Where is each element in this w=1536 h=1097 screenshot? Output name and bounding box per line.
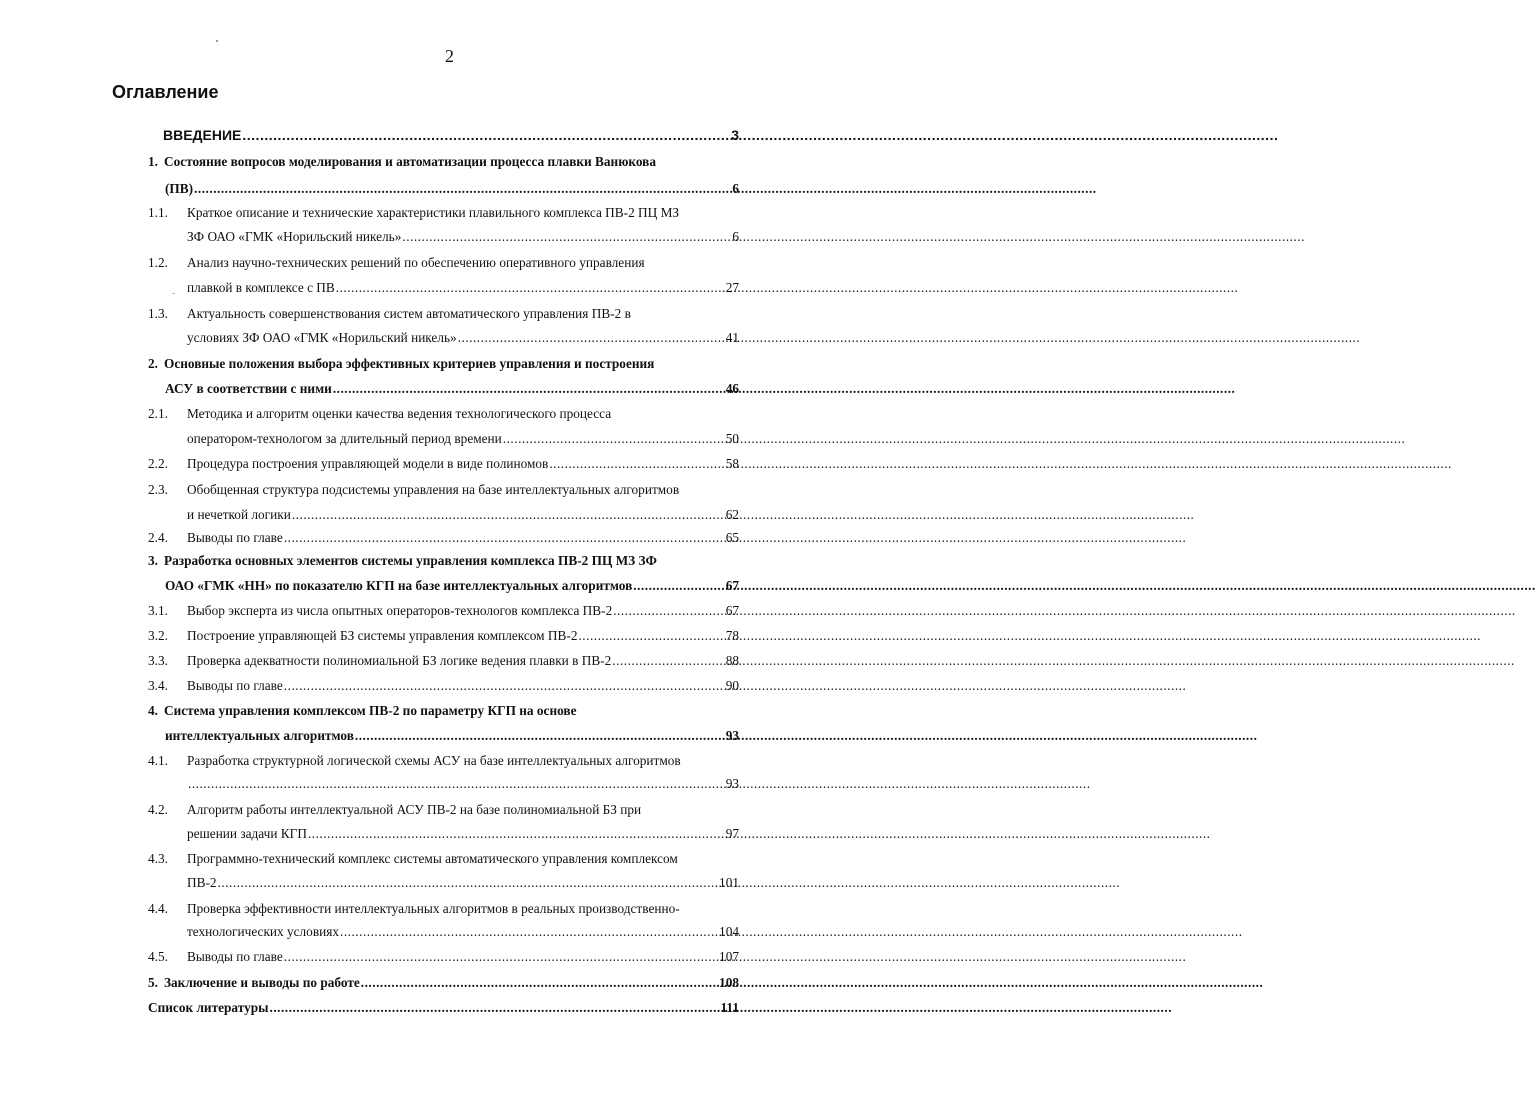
toc-entry-page: 104 — [719, 924, 739, 939]
toc-entry-title: технологических условиях — [187, 924, 339, 939]
toc-entry — [148, 255, 739, 271]
toc-entry — [148, 530, 739, 546]
toc-entry-page: 58 — [725, 456, 739, 471]
toc-entry-number: 5. — [148, 975, 158, 990]
toc-entry-number: 3.3. — [148, 653, 168, 668]
toc-entry — [148, 553, 739, 569]
toc-entry — [148, 306, 739, 322]
toc-entry-page: 27 — [725, 280, 739, 295]
toc-entry-number: 4.5. — [148, 949, 168, 964]
toc-entry-title: (ПВ) — [165, 181, 194, 196]
toc-entry-number: 2. — [148, 356, 158, 371]
toc-leader-dots — [284, 678, 725, 694]
toc-entry-page: 101 — [719, 875, 739, 890]
toc-entry-title: плавкой в комплексе с ПВ — [187, 280, 335, 295]
toc-entry — [148, 205, 739, 221]
toc-entry-title: интеллектуальных алгоритмов — [165, 728, 354, 743]
toc-entry — [148, 603, 739, 619]
toc-entry-page: 6 — [732, 229, 739, 244]
toc-entry — [148, 802, 739, 818]
toc-entry-title: Разработка структурной логической схемы АСУ на базе интеллектуальных алгоритмов — [187, 753, 681, 768]
toc-leader-dots — [340, 924, 718, 940]
toc-entry-page: 3 — [731, 127, 739, 143]
toc-entry-title: Список литературы — [148, 1000, 269, 1015]
toc-entry-page: 62 — [725, 507, 739, 522]
toc-entry — [187, 507, 739, 523]
toc-entry — [148, 356, 739, 372]
toc-entry — [148, 753, 739, 769]
toc-entry — [187, 431, 739, 447]
toc-entry-title: АСУ в соответствии с ними — [165, 381, 332, 396]
toc-entry — [187, 330, 739, 346]
toc-entry-number: 3.4. — [148, 678, 168, 693]
toc-leader-dots — [270, 1000, 720, 1016]
toc-leader-dots — [336, 280, 725, 296]
toc-entry-title: Разработка основных элементов системы управления комплекса ПВ-2 ПЦ МЗ ЗФ — [163, 553, 657, 568]
toc-entry-number: 2.3. — [148, 482, 168, 497]
toc-entry — [165, 381, 739, 397]
toc-entry-title: Выводы по главе — [187, 530, 283, 545]
toc-entry-title: Алгоритм работы интеллектуальной АСУ ПВ-2 на базе полиномиальной БЗ при — [187, 802, 642, 817]
toc-entry-number: 4.1. — [148, 753, 168, 768]
page-number: 2 — [445, 46, 454, 66]
toc-entry — [187, 826, 739, 842]
toc-entry — [187, 875, 739, 891]
toc-leader-dots — [549, 456, 724, 472]
toc-entry-page: 67 — [725, 578, 739, 593]
toc-entry-number: 4. — [148, 703, 158, 718]
toc-entry-title: Состояние вопросов моделирования и автоматизации процесса плавки Ванюкова — [163, 154, 657, 169]
toc-entry-page: 46 — [725, 381, 739, 396]
toc-leader-dots — [355, 728, 725, 744]
toc-leader-dots — [218, 875, 718, 891]
toc-entry — [148, 154, 739, 170]
toc-entry-number: 4.2. — [148, 802, 168, 817]
toc-entry-number: 3.1. — [148, 603, 168, 618]
toc-entry-number: 2.2. — [148, 456, 168, 471]
toc-entry-page: 90 — [725, 678, 739, 693]
scan-mark: - — [172, 288, 176, 299]
scan-speck — [216, 40, 218, 42]
toc-entry — [148, 1000, 739, 1016]
toc-entry-title: ЗФ ОАО «ГМК «Норильский никель» — [187, 229, 402, 244]
toc-entry — [148, 628, 739, 644]
toc-entry — [148, 653, 739, 669]
toc-entry-title: ОАО «ГМК «НН» по показателю КГП на базе интеллектуальных алгоритмов — [165, 578, 633, 593]
toc-entry-page: 93 — [725, 728, 739, 743]
toc-entry — [148, 406, 739, 422]
toc-entry-page: 111 — [720, 1000, 739, 1015]
toc-entry-title: Выводы по главе — [187, 678, 283, 693]
toc-entry-page: 108 — [719, 975, 739, 990]
toc-entry-number: 4.3. — [148, 851, 168, 866]
toc-entry-title: Основные положения выбора эффективных критериев управления и построения — [163, 356, 655, 371]
toc-leader-dots — [402, 229, 731, 245]
toc-entry — [165, 728, 739, 744]
toc-entry — [148, 949, 739, 965]
toc-entry — [163, 127, 739, 143]
toc-entry-page: 65 — [725, 530, 739, 545]
toc-leader-dots — [308, 826, 725, 842]
toc-entry-number: 2.1. — [148, 406, 168, 421]
toc-entry — [187, 776, 739, 792]
toc-entry-title: решении задачи КГП — [187, 826, 307, 841]
toc-entry-title: Обобщенная структура подсистемы управления на базе интеллектуальных алгоритмов — [187, 482, 680, 497]
toc-entry-title: Проверка адекватности полиномиальной БЗ логике ведения плавки в ПВ-2 — [187, 653, 612, 668]
toc-leader-dots — [292, 507, 725, 523]
toc-entry — [148, 703, 739, 719]
toc-entry-number: 1.3. — [148, 306, 168, 321]
toc-entry-number: 2.4. — [148, 530, 168, 545]
toc-leader-dots — [633, 578, 724, 594]
toc-entry-title: Программно-технический комплекс системы автоматического управления комплексом — [187, 851, 678, 866]
toc-entry — [148, 456, 739, 472]
toc-entry-title: и нечеткой логики — [187, 507, 291, 522]
toc-entry — [187, 229, 739, 245]
toc-entry-page: 107 — [719, 949, 739, 964]
toc-entry-title: Выводы по главе — [187, 949, 283, 964]
toc-entry-page: 97 — [725, 826, 739, 841]
toc-entry-number: 1.2. — [148, 255, 168, 270]
toc-entry-number: 1. — [148, 154, 158, 169]
toc-entry-title: Анализ научно-технических решений по обеспечению оперативного управления — [187, 255, 645, 270]
toc-entry — [148, 851, 739, 867]
toc-entry — [148, 901, 739, 917]
toc-leader-dots — [361, 975, 718, 991]
toc-entry-title: Актуальность совершенствования систем автоматического управления ПВ-2 в — [187, 306, 631, 321]
toc-entry — [148, 975, 739, 991]
toc-entry-title: Построение управляющей БЗ системы управления комплексом ПВ-2 — [187, 628, 578, 643]
toc-leader-dots — [613, 603, 724, 619]
toc-entry-title: Заключение и выводы по работе — [163, 975, 360, 990]
toc-entry — [187, 280, 739, 296]
toc-entry-title: ВВЕДЕНИЕ — [163, 127, 242, 143]
toc-entry-title: Краткое описание и технические характеристики плавильного комплекса ПВ-2 ПЦ МЗ — [187, 205, 680, 220]
toc-entry-title: Система управления комплексом ПВ-2 по параметру КГП на основе — [163, 703, 577, 718]
toc-entry-title: Выбор эксперта из числа опытных операторов-технологов комплекса ПВ-2 — [187, 603, 613, 618]
toc-entry-number: 3. — [148, 553, 158, 568]
toc-entry-page: 88 — [725, 653, 739, 668]
toc-leader-dots — [284, 530, 725, 546]
toc-entry-title: Методика и алгоритм оценки качества ведения технологического процесса — [187, 406, 612, 421]
toc-entry-title: ПВ-2 — [187, 875, 217, 890]
toc-heading: Оглавление — [112, 82, 219, 102]
toc-entry-title: оператором-технологом за длительный период времени — [187, 431, 502, 446]
toc-leader-dots — [194, 181, 731, 197]
toc-entry-title: Процедура построения управляющей модели в виде полиномов — [187, 456, 549, 471]
toc-entry-title: условиях ЗФ ОАО «ГМК «Норильский никель» — [187, 330, 457, 345]
toc-entry-number: 4.4. — [148, 901, 168, 916]
toc-entry-page: 50 — [725, 431, 739, 446]
toc-entry-page: 93 — [725, 776, 739, 791]
toc-leader-dots — [333, 381, 725, 397]
toc-leader-dots — [578, 628, 724, 644]
toc-leader-dots — [242, 127, 730, 143]
toc-entry-page: 41 — [725, 330, 739, 345]
toc-entry-number: 1.1. — [148, 205, 168, 220]
toc-entry — [165, 181, 739, 197]
toc-entry — [148, 482, 739, 498]
toc-entry — [187, 924, 739, 940]
toc-leader-dots — [284, 949, 718, 965]
toc-leader-dots — [612, 653, 724, 669]
toc-entry-page: 6 — [732, 181, 739, 196]
toc-entry-page: 67 — [725, 603, 739, 618]
toc-entry-page: 78 — [725, 628, 739, 643]
toc-entry-number: 3.2. — [148, 628, 168, 643]
toc-entry — [148, 678, 739, 694]
toc-entry-title: Проверка эффективности интеллектуальных алгоритмов в реальных производственно- — [187, 901, 680, 916]
toc-entry — [165, 578, 739, 594]
toc-leader-dots — [458, 330, 725, 346]
toc-leader-dots — [503, 431, 725, 447]
toc-leader-dots — [188, 776, 725, 792]
